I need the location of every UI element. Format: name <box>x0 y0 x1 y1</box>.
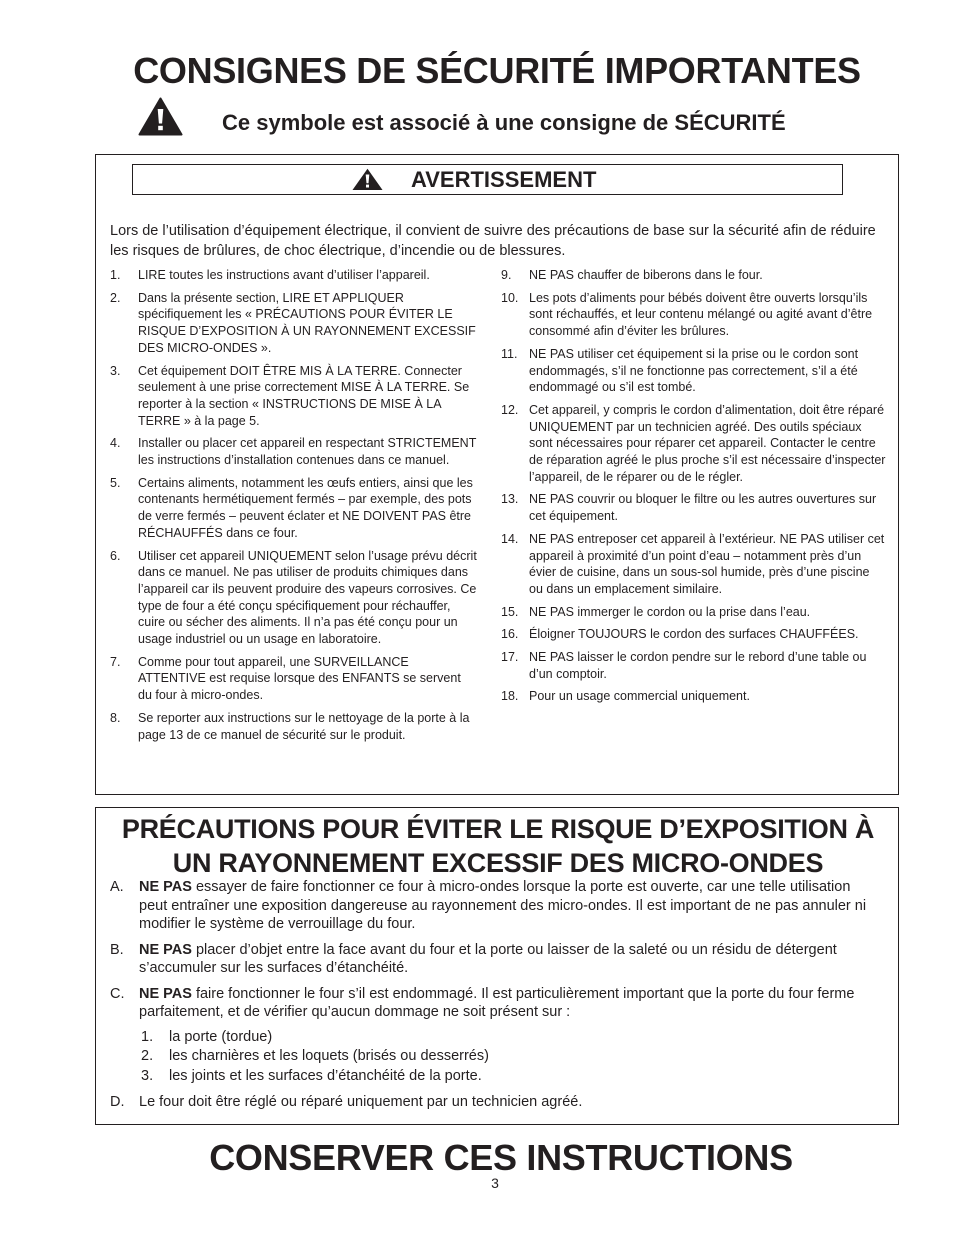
precautions-section <box>95 807 899 1125</box>
list-item <box>501 649 886 682</box>
item-number: 15. <box>501 604 519 619</box>
list-item <box>110 654 478 704</box>
list-item <box>110 363 478 430</box>
item-number: 16. <box>501 627 519 642</box>
item-text: les joints et les surfaces d’étanchéité de la porte. <box>169 1067 482 1084</box>
item-text: Installer ou placer cet appareil en respectant STRICTEMENT les instructions d’installation contenues dans ce manuel. <box>138 436 477 468</box>
keep-instructions-title: CONSERVER CES INSTRUCTIONS <box>209 1137 793 1178</box>
list-item <box>110 710 478 743</box>
item-text: la porte (tordue) <box>169 1028 273 1045</box>
item-bold-lead: NE PAS <box>139 985 192 1002</box>
item-number: 1. <box>141 1028 154 1045</box>
item-number: 12. <box>501 402 519 417</box>
safety-symbol-row <box>138 97 878 137</box>
item-letter: B. <box>110 941 124 958</box>
list-item <box>110 878 880 934</box>
list-item <box>110 985 880 1022</box>
warning-list-left <box>110 267 478 749</box>
list-item <box>501 688 886 705</box>
list-item <box>110 435 478 468</box>
item-text: Utiliser cet appareil UNIQUEMENT selon l’usage prévu décrit dans ce manuel. Ne pas utiliser de produits chimiques dans l’appareil car ils peuvent produire des vapeurs corrosives. Ce type de four a été conçu spécifiquement pour réchauffer, cuire ou sécher des aliments. Il n’a pas été conçu pour un usage industriel ou un usage en laboratoire. <box>138 548 477 647</box>
item-letter: A. <box>110 879 124 895</box>
warning-section <box>95 154 899 795</box>
list-item <box>501 531 886 598</box>
item-number: 1. <box>110 268 121 282</box>
warning-label: AVERTISSEMENT <box>411 167 597 192</box>
damage-sublist <box>110 1028 880 1086</box>
list-item <box>501 626 886 643</box>
item-number: 2. <box>110 290 121 305</box>
item-number: 13. <box>501 492 519 507</box>
item-number: 17. <box>501 650 519 665</box>
sub-list-item <box>110 1028 880 1047</box>
item-text: Éloigner TOUJOURS le cordon des surfaces CHAUFFÉES. <box>529 627 859 642</box>
item-text: Les pots d’aliments pour bébés doivent être ouverts lorsqu’ils sont réchauffés, et leur contenu mélangé ou agité avant d’être consommé afin d’éviter les brûlures. <box>529 290 873 339</box>
warning-triangle-icon <box>138 97 183 136</box>
item-number: 2. <box>141 1048 154 1064</box>
list-item <box>110 941 880 978</box>
item-text: Pour un usage commercial uniquement. <box>529 689 750 704</box>
item-text: NE PAS entreposer cet appareil à l’extérieur. NE PAS utiliser cet appareil à proximité d’un point d’eau – notamment près d’un évier de cuisine, dans un sous-sol humide, près d’une piscine ou dans un emplacement similaire. <box>529 531 885 596</box>
warning-triangle-icon <box>351 168 384 191</box>
list-item <box>110 267 478 284</box>
item-text: LIRE toutes les instructions avant d’utiliser l’appareil. <box>138 268 430 282</box>
item-text: essayer de faire fonctionner ce four à micro-ondes lorsque la porte est ouverte, car une telle utilisation peut entraîner une exposition dangereuse au rayonnement des micro-ondes. Il est important de ne pas annuler ni modifier le système de verrouillage du four. <box>139 879 867 932</box>
warning-intro: Lors de l’utilisation d’équipement électrique, il convient de suivre des précautions de base sur la sécurité afin de réduire les risques de brûlures, de choc électrique, d’incendie ou de blessures. <box>110 223 876 259</box>
item-text: NE PAS immerger le cordon ou la prise dans l’eau. <box>529 604 811 619</box>
item-number: 4. <box>110 436 121 451</box>
list-item <box>501 402 886 486</box>
page-title: CONSIGNES DE SÉCURITÉ IMPORTANTES <box>133 50 861 91</box>
precautions-list <box>110 878 880 1119</box>
precautions-title-line2: UN RAYONNEMENT EXCESSIF DES MICRO-ONDES <box>172 848 824 878</box>
sub-list-item <box>110 1067 880 1086</box>
item-text: Le four doit être réglé ou réparé uniquement par un technicien agréé. <box>139 1094 583 1110</box>
item-bold-lead: NE PAS <box>139 941 192 958</box>
item-number: 5. <box>110 475 121 490</box>
item-text: Certains aliments, notamment les œufs entiers, ainsi que les contenants hermétiquement fermés – par exemple, des pots de verre fermés – peuvent éclater et NE DOIVENT PAS être RÉCHAUFFÉS dans ce four. <box>138 475 473 540</box>
list-item <box>501 604 886 621</box>
item-number: 18. <box>501 689 519 704</box>
list-item <box>110 548 478 648</box>
item-text: NE PAS couvrir ou bloquer le filtre ou les autres ouvertures sur cet équipement. <box>529 492 877 524</box>
item-number: 7. <box>110 654 121 669</box>
item-number: 3. <box>141 1067 154 1084</box>
item-text: placer d’objet entre la face avant du four et la porte ou laisser de la saleté ou un résidu de détergent s’accumuler sur les surfaces d’étanchéité. <box>139 941 837 976</box>
item-text: Se reporter aux instructions sur le nettoyage de la porte à la page 13 de ce manuel de sécurité sur le produit. <box>138 710 470 742</box>
item-letter: C. <box>110 985 125 1002</box>
precautions-title <box>96 812 900 880</box>
item-number: 8. <box>110 710 121 725</box>
item-number: 14. <box>501 531 519 546</box>
item-text: les charnières et les loquets (brisés ou desserrés) <box>169 1048 489 1064</box>
item-text: NE PAS chauffer de biberons dans le four. <box>529 268 763 282</box>
list-item <box>501 290 886 340</box>
page-number: 3 <box>491 1175 499 1191</box>
item-text: faire fonctionner le four s’il est endommagé. Il est particulièrement important que la porte du four ferme parfaitement, et de vérifier qu’aucun dommage ne soit présent sur : <box>139 985 855 1020</box>
item-number: 3. <box>110 363 121 378</box>
item-number: 11. <box>501 346 518 361</box>
list-item <box>110 290 478 357</box>
item-number: 9. <box>501 268 512 282</box>
item-bold-lead: NE PAS <box>139 879 192 895</box>
warning-banner <box>132 164 843 195</box>
item-text: Dans la présente section, LIRE ET APPLIQUER spécifiquement les « PRÉCAUTIONS POUR ÉVITER LE RISQUE D’EXPOSITION À UN RAYONNEMENT EXCESSIF DES MICRO-ONDES ». <box>138 290 476 355</box>
item-number: 10. <box>501 290 519 305</box>
sub-list-item <box>110 1047 880 1066</box>
list-item <box>110 475 478 542</box>
item-number: 6. <box>110 548 121 563</box>
list-item <box>110 1093 880 1112</box>
warning-list-right <box>501 267 886 711</box>
item-letter: D. <box>110 1094 125 1110</box>
item-text: Cet équipement DOIT ÊTRE MIS À LA TERRE. Connecter seulement à une prise correctement MISE À LA TERRE. Se reporter à la section « INSTRUCTIONS DE MISE À LA TERRE » à la page 5. <box>138 363 470 428</box>
list-item <box>501 346 886 396</box>
item-text: Comme pour tout appareil, une SURVEILLANCE ATTENTIVE est requise lorsque des ENFANTS se servent du four à micro-ondes. <box>138 654 461 703</box>
list-item <box>501 491 886 524</box>
precautions-title-line1: PRÉCAUTIONS POUR ÉVITER LE RISQUE D’EXPOSITION À <box>121 814 875 844</box>
list-item <box>501 267 886 284</box>
item-text: NE PAS laisser le cordon pendre sur le rebord d’une table ou d’un comptoir. <box>529 650 867 681</box>
safety-symbol-caption: Ce symbole est associé à une consigne de SÉCURITÉ <box>222 110 786 135</box>
item-text: Cet appareil, y compris le cordon d’alimentation, doit être réparé UNIQUEMENT par un technicien agréé. Des outils spéciaux sont nécessaires pour réparer cet appareil. Contacter le centre de réparation agréé le plus proche s’il est nécessaire d’inspecter l’appareil, de le réparer ou de le régler. <box>529 402 886 484</box>
item-text: NE PAS utiliser cet équipement si la prise ou le cordon sont endommagés, s’il ne fonctionne pas correctement, s’il a été endommagé ou s’il est tombé. <box>529 346 859 395</box>
